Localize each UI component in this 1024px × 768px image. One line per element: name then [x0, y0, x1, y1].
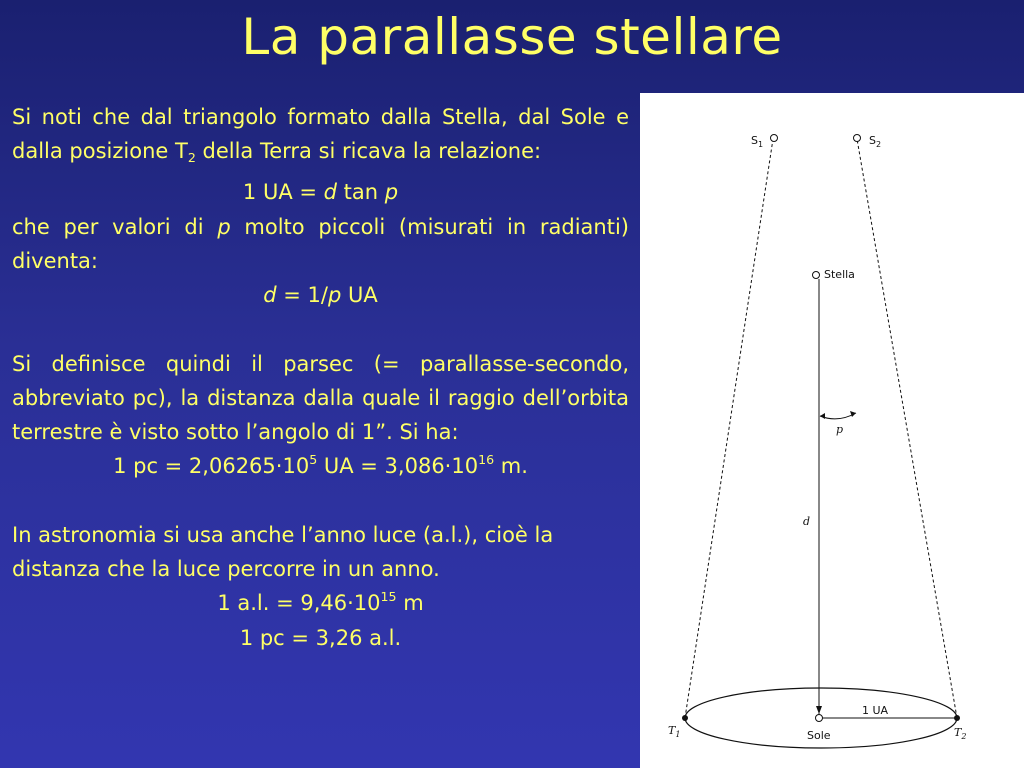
star-position-s1 [771, 135, 778, 142]
label-s1: $S_1$ [751, 134, 764, 149]
angle-arc [820, 413, 856, 419]
formula-approx-d: d [263, 283, 277, 308]
formula-approx [12, 278, 629, 312]
formula-approx-p: p [327, 283, 342, 308]
sightline-t1 [685, 139, 773, 718]
paragraph-light-year: In astronomia si usa anche l’anno luce (a.l.), cioè la distanza che la luce percorre in un anno. [12, 522, 554, 582]
label-t1: $T_1$ [668, 724, 681, 739]
paragraph-small-angles-p: p [217, 214, 231, 239]
star-position-s2 [854, 135, 861, 142]
formula-tan [12, 175, 629, 209]
paragraph-small-angles-text: che per valori di [12, 214, 218, 239]
distance-arrow [816, 706, 822, 714]
label-1ua: 1 UA [862, 704, 889, 717]
text-body [12, 100, 629, 655]
sightline-t2 [857, 139, 957, 718]
formula-tan-part: 1 UA = [242, 180, 324, 205]
formula-pc-al: 1 pc = 3,26 a.l. [239, 625, 402, 650]
formula-approx-part: = 1/ [276, 283, 328, 308]
formula-light-year [12, 586, 629, 620]
paragraph-triangle [12, 100, 629, 175]
formula-parsec-exp1: 5 [309, 452, 318, 468]
formula-parsec-part: UA = 3,086·10 [317, 454, 479, 479]
formula-tan-d: d [323, 180, 337, 205]
spacer [12, 484, 629, 518]
formula-light-year-exp: 15 [380, 589, 397, 605]
parallax-diagram [640, 93, 1024, 768]
formula-approx-unit: UA [341, 283, 378, 308]
formula-parsec [12, 449, 629, 483]
label-s2: $S_2$ [869, 134, 882, 149]
formula-parsec-exp2: 16 [478, 452, 495, 468]
earth-t1-marker [682, 715, 688, 721]
slide-title: La parallasse stellare [241, 8, 783, 66]
formula-tan-p: p [384, 180, 399, 205]
angle-arrow-left [820, 413, 825, 419]
formula-light-year-unit: m [396, 591, 424, 616]
label-distance-d: d [803, 515, 811, 528]
paragraph-small-angles-text-end: molto piccoli (misurati in radianti) diventa: [12, 214, 629, 273]
paragraph-small-angles [12, 210, 629, 279]
label-star: Stella [824, 268, 855, 281]
spacer [12, 313, 629, 347]
paragraph-parsec: Si definisce quindi il parsec (= parallasse-secondo, abbreviato pc), la distanza dalla quale il raggio dell’orbita terrestre è visto sotto l’angolo di 1”. Si ha: [12, 351, 629, 445]
paragraph-triangle-text-end: della Terra si ricava la relazione: [195, 139, 542, 164]
formula-parsec-unit: m. [494, 454, 528, 479]
formula-parsec-part: 1 pc = 2,06265·10 [113, 454, 310, 479]
label-t2: $T_2$ [954, 726, 967, 741]
parallax-diagram-svg [640, 93, 1024, 768]
label-angle-p: p [836, 423, 844, 436]
formula-light-year-part: 1 a.l. = 9,46·10 [217, 591, 381, 616]
sun-marker [816, 715, 823, 722]
subscript-2: 2 [187, 150, 196, 166]
star-marker [813, 272, 820, 279]
label-sun: Sole [807, 729, 831, 742]
earth-t2-marker [954, 715, 960, 721]
formula-tan-part: tan [336, 180, 385, 205]
paragraph-triangle-text: Si noti che dal triangolo formato dalla Stella, dal Sole e dalla posizione T [12, 105, 629, 164]
